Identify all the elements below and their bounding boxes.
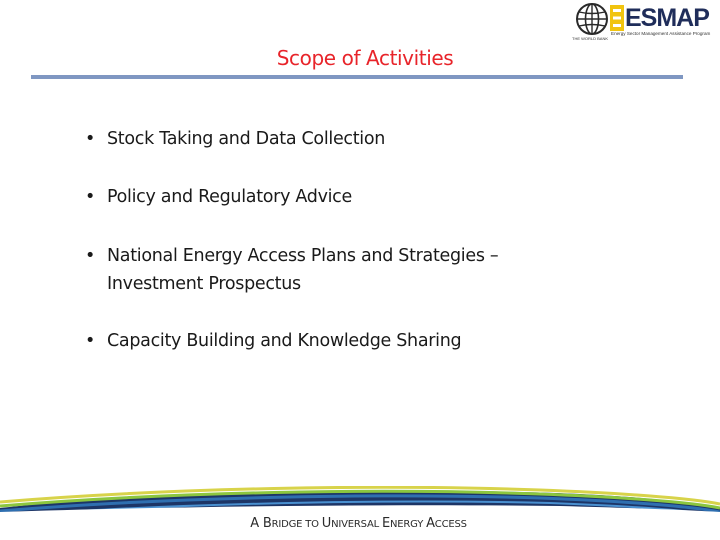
footer-text-part: NIVERSAL <box>331 519 382 530</box>
sun-icon <box>610 5 624 31</box>
bullet-text: National Energy Access Plans and Strategies – <box>107 246 499 266</box>
slide-title: Scope of Activities <box>276 46 454 70</box>
title-underline <box>31 75 683 79</box>
bullet-item <box>85 327 461 355</box>
footer-text-part: CCESS <box>434 519 467 530</box>
footer-text-part: A <box>426 516 435 531</box>
bullet-dot: • <box>85 187 96 207</box>
bullet-text: Policy and Regulatory Advice <box>107 187 352 207</box>
footer-text-part: NERGY <box>390 519 427 530</box>
esmap-logo <box>572 2 718 40</box>
globe-icon <box>574 2 610 38</box>
bullet-item <box>85 125 385 153</box>
brand-tagline: Energy Sector Management Assistance Program <box>611 31 711 36</box>
globe-caption: THE WORLD BANK <box>572 36 609 41</box>
bullet-item <box>85 242 498 298</box>
footer-text-part: E <box>381 516 390 531</box>
footer-wave-graphic <box>0 486 720 540</box>
footer-text-part: RIDGE TO <box>271 519 322 530</box>
brand <box>610 4 709 32</box>
bullet-item <box>85 183 352 211</box>
footer-text-part: U <box>321 516 332 531</box>
bullet-dot: • <box>85 246 96 266</box>
bullet-dot: • <box>85 129 96 149</box>
bullet-text: Stock Taking and Data Collection <box>107 129 386 149</box>
bullet-text: Capacity Building and Knowledge Sharing <box>107 331 462 351</box>
brand-text: ESMAP <box>625 3 709 32</box>
footer-tagline <box>0 516 717 531</box>
footer-text-part: A <box>250 516 263 531</box>
footer-text-part: B <box>262 516 272 531</box>
bullet-dot: • <box>85 331 96 351</box>
bullet-text-continued: Investment Prospectus <box>107 274 301 294</box>
